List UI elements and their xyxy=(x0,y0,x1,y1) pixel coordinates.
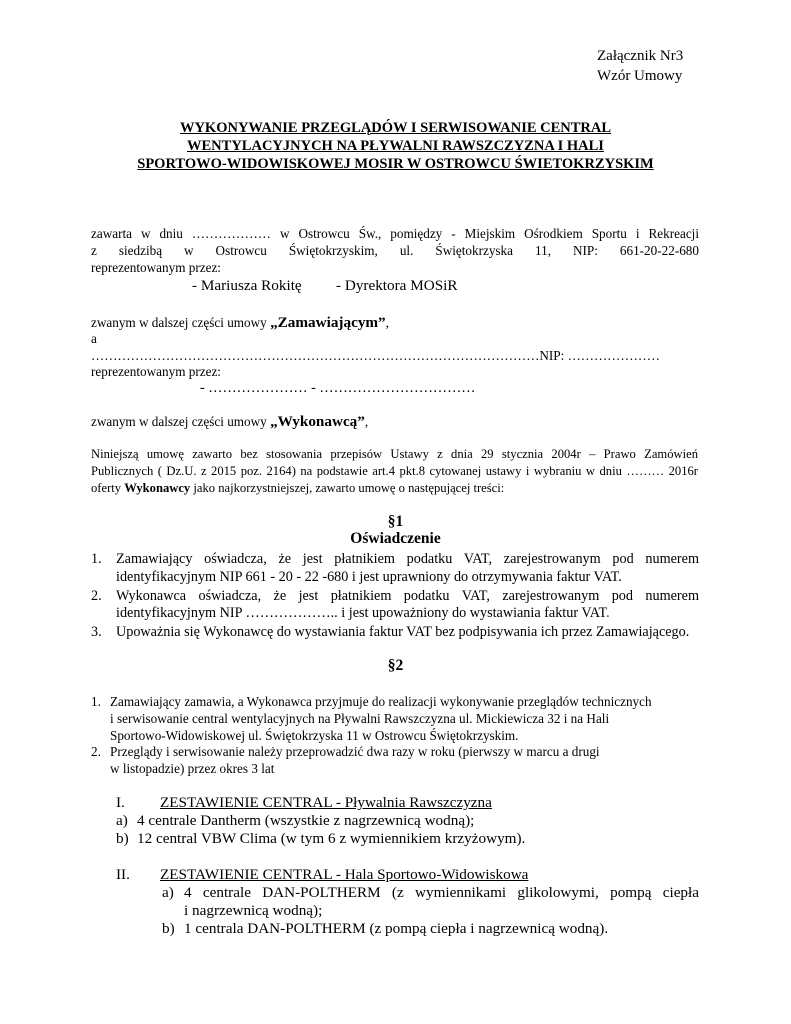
group1-number: I. xyxy=(116,794,125,811)
preamble-line2: Publicznych ( Dz.U. z 2015 poz. 2164) na podstawie art.4 pkt.8 cytowanej ustawy i wybraniu w dniu ……… 2016r xyxy=(91,464,698,478)
s1-item2-line1: Wykonawca oświadcza, że jest płatnikiem podatku VAT, zarejestrowanym pod numerem xyxy=(116,588,699,604)
section1-number: §1 xyxy=(387,513,404,530)
group2-number: II. xyxy=(116,866,130,883)
s1-item1-number: 1. xyxy=(91,551,102,567)
s1-item1-line2: identyfikacyjnym NIP 661 - 20 - 22 -680 i jest uprawniony do otrzymywania faktur VAT. xyxy=(116,569,622,585)
group2-item-b-letter: b) xyxy=(162,920,175,937)
group1-item-b-letter: b) xyxy=(116,830,129,847)
group1-heading: ZESTAWIENIE CENTRAL - Pływalnia Rawszczyzna xyxy=(160,794,492,811)
intro-line2: z siedzibą w Ostrowcu Świętokrzyskim, ul. Świętokrzyska 11, NIP: 661-20-22-680 xyxy=(91,243,699,258)
s1-item2-number: 2. xyxy=(91,588,102,604)
s1-item1-line1: Zamawiający oświadcza, że jest płatnikiem podatku VAT, zarejestrowanym pod numerem xyxy=(116,551,699,567)
preamble-line3: oferty Wykonawcy jako najkorzystniejszej, zawarto umowę o następującej treści: xyxy=(91,481,505,495)
section1-heading: Oświadczenie xyxy=(350,530,441,547)
representative-name: - Mariusza Rokitę xyxy=(192,277,302,294)
conjunction-a: a xyxy=(91,331,97,346)
s1-item3-line1: Upoważnia się Wykonawcę do wystawiania faktur VAT bez podpisywania ich przez Zamawiającego. xyxy=(116,624,690,640)
s2-item1-number: 1. xyxy=(91,694,101,709)
contractor-term: „Wykonawcą” xyxy=(270,413,365,430)
contractor-blank-line: …………………………………………………………………………………………NIP: ………………… xyxy=(91,348,660,363)
document-title-line2: WENTYLACYJNYCH NA PŁYWALNI RAWSZCZYZNA I HALI xyxy=(187,138,604,154)
s1-item3-number: 3. xyxy=(91,624,102,640)
contractor-represented-by: reprezentowanym przez: xyxy=(91,364,221,379)
ordering-party-term: „Zamawiającym” xyxy=(270,314,386,331)
red-period: . xyxy=(606,605,610,621)
group1-item-b: 12 central VBW Clima (w tym 6 z wymiennikiem krzyżowym). xyxy=(137,830,526,847)
s2-item1-line2: i serwisowanie central wentylacyjnych na Pływalni Rawszczyzna ul. Mickiewicza 32 i na Hali xyxy=(110,711,610,726)
template-label: Wzór Umowy xyxy=(597,68,683,84)
group2-item-a-line1: 4 centrale DAN-POLTHERM (z wymiennikami glikolowymi, pompą ciepła xyxy=(184,884,699,901)
annex-label: Załącznik Nr3 xyxy=(597,48,684,64)
group2-heading: ZESTAWIENIE CENTRAL - Hala Sportowo-Widowiskowa xyxy=(160,866,529,883)
s2-item2-line2: w listopadzie) przez okres 3 lat xyxy=(110,761,275,776)
document-title-line3: SPORTOWO-WIDOWISKOWEJ MOSIR W OSTROWCU ŚWIETOKRZYSKIM xyxy=(137,156,654,172)
intro-line1: zawarta w dniu ……………… w Ostrowcu Św., pomiędzy - Miejskim Ośrodkiem Sportu i Rekreacji xyxy=(91,226,699,241)
s2-item1-line1: Zamawiający zamawia, a Wykonawca przyjmuje do realizacji wykonywanie przeglądów technicznych xyxy=(110,694,652,709)
s2-item2-number: 2. xyxy=(91,744,101,759)
s2-item2-line1: Przeglądy i serwisowanie należy przeprowadzić dwa razy w roku (pierwszy w marcu a drugi xyxy=(110,744,600,759)
group1-item-a: 4 centrale Dantherm (wszystkie z nagrzewnicą wodną); xyxy=(137,812,475,829)
document-title-line1: WYKONYWANIE PRZEGLĄDÓW I SERWISOWANIE CENTRAL xyxy=(179,120,612,136)
section2-number: §2 xyxy=(387,657,404,674)
contractor-representative-blank: - ………………… - …………………………… xyxy=(200,380,476,396)
group1-item-a-letter: a) xyxy=(116,812,128,829)
representative-role: - Dyrektora MOSiR xyxy=(336,277,458,294)
ordering-party-clause: zwanym w dalszej części umowy „Zamawiającym”, xyxy=(91,314,389,331)
preamble-line1: Niniejszą umowę zawarto bez stosowania przepisów Ustawy z dnia 29 stycznia 2004r – Prawo Zamówień xyxy=(91,447,698,461)
contractor-clause: zwanym w dalszej części umowy „Wykonawcą”, xyxy=(91,413,369,430)
group2-item-a-line2: i nagrzewnicą wodną); xyxy=(184,902,323,919)
group2-item-b: 1 centrala DAN-POLTHERM (z pompą ciepła i nagrzewnicą wodną). xyxy=(184,920,609,937)
group2-item-a-letter: a) xyxy=(162,884,174,901)
s1-item2-line2: identyfikacyjnym NIP ……………….. i jest upoważniony do wystawiania faktur VAT. xyxy=(116,605,610,621)
intro-represented-by: reprezentowanym przez: xyxy=(91,260,221,275)
contractor-bold-term: Wykonawcy xyxy=(124,481,191,495)
s2-item1-line3: Sportowo-Widowiskowej ul. Świętokrzyska 11 w Ostrowcu Świętokrzyskim. xyxy=(110,728,519,743)
